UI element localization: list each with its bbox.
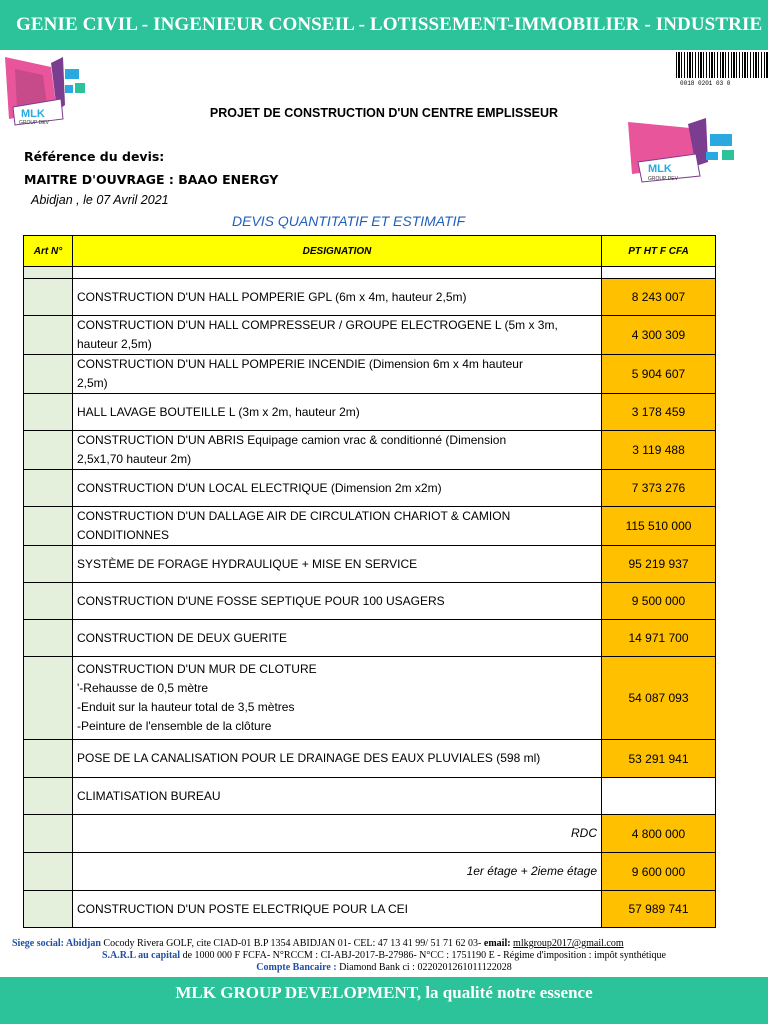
designation-cell (73, 267, 602, 279)
amount-cell: 115 510 000 (602, 507, 716, 546)
art-cell (24, 815, 73, 853)
table-row (24, 431, 716, 470)
amount-cell (602, 778, 716, 815)
designation-cell (73, 355, 602, 394)
designation-line: CONSTRUCTION D'UN HALL POMPERIE GPL (6m x 4m, hauteur 2,5m) (77, 289, 467, 304)
designation-line: CONDITIONNES (77, 528, 170, 542)
email-link[interactable]: mlkgroup2017@gmail.com (513, 938, 624, 949)
table-row (24, 355, 716, 394)
sarl-text: de 1000 000 F FCFA- N°RCCM : CI-ABJ-2017-B-27986- N°CC : 1751190 E - Régime d'imposition : impôt synthétique (180, 950, 666, 961)
siege-label: Siege social: Abidjan (12, 938, 101, 949)
designation-line: CONSTRUCTION D'UN POSTE ELECTRIQUE POUR LA CEI (77, 901, 409, 916)
designation-line: 1er étage + 2ieme étage (466, 864, 597, 878)
banner-text: GENIE CIVIL - INGENIEUR CONSEIL - LOTISSEMENT-IMMOBILIER - INDUSTRIE (16, 14, 763, 35)
designation-line: HALL LAVAGE BOUTEILLE L (3m x 2m, hauteur 2m) (77, 404, 360, 419)
amount-cell: 53 291 941 (602, 740, 716, 778)
footer-bank (0, 962, 768, 974)
table-row (24, 583, 716, 620)
designation-cell (73, 891, 602, 928)
table-row (24, 470, 716, 507)
svg-text:GROUP DEV: GROUP DEV (19, 120, 49, 126)
siege-text: Cocody Rivera GOLF, cite CIAD-01 B.P 1354 ABIDJAN 01- CEL: 47 13 41 99/ 51 71 62 03- (100, 938, 484, 949)
email-label: email: (483, 938, 514, 949)
table-row (24, 815, 716, 853)
designation-cell (73, 853, 602, 891)
designation-line: CONSTRUCTION D'UN LOCAL ELECTRIQUE (Dimension 2m x2m) (77, 480, 442, 495)
amount-cell: 9 500 000 (602, 583, 716, 620)
designation-line: CONSTRUCTION DE DEUX GUERITE (77, 630, 288, 645)
top-banner (0, 0, 768, 50)
designation-cell (73, 815, 602, 853)
designation-line: -Peinture de l'ensemble de la clôture (77, 719, 272, 733)
mlk-logo-right (626, 118, 738, 186)
table-body (24, 267, 716, 928)
table-row (24, 891, 716, 928)
designation-line: hauteur 2,5m) (77, 337, 152, 351)
amount-cell: 95 219 937 (602, 546, 716, 583)
bank-label: Compte Bancaire : (256, 962, 337, 973)
designation-line: POSE DE LA CANALISATION POUR LE DRAINAGE DES EAUX PLUVIALES (598 ml) (77, 751, 541, 765)
designation-line: CONSTRUCTION D'UN MUR DE CLOTURE (77, 662, 317, 676)
art-cell (24, 267, 73, 279)
designation-line: CONSTRUCTION D'UN HALL COMPRESSEUR / GROUPE ELECTROGENE L (5m x 3m, (77, 318, 558, 332)
art-cell (24, 891, 73, 928)
table-row (24, 853, 716, 891)
amount-cell: 3 178 459 (602, 394, 716, 431)
art-cell (24, 431, 73, 470)
header-amount: PT HT F CFA (602, 236, 716, 267)
amount-cell: 5 904 607 (602, 355, 716, 394)
art-cell (24, 316, 73, 355)
art-cell (24, 853, 73, 891)
table-row (24, 740, 716, 778)
amount-cell (602, 267, 716, 279)
designation-cell (73, 778, 602, 815)
svg-text:MLK: MLK (648, 163, 672, 175)
art-cell (24, 778, 73, 815)
table-row (24, 657, 716, 740)
amount-cell: 8 243 007 (602, 279, 716, 316)
bottom-slogan: MLK GROUP DEVELOPMENT, la qualité notre essence (175, 983, 593, 1002)
art-cell (24, 583, 73, 620)
designation-line: CONSTRUCTION D'UNE FOSSE SEPTIQUE POUR 100 USAGERS (77, 593, 445, 608)
art-cell (24, 394, 73, 431)
document-title: PROJET DE CONSTRUCTION D'UN CENTRE EMPLISSEUR (209, 106, 559, 120)
art-cell (24, 507, 73, 546)
designation-line: CONSTRUCTION D'UN HALL POMPERIE INCENDIE (Dimension 6m x 4m hauteur (77, 357, 523, 371)
art-cell (24, 657, 73, 740)
art-cell (24, 740, 73, 778)
designation-cell (73, 316, 602, 355)
barcode (676, 52, 768, 78)
table-row (24, 507, 716, 546)
svg-text:MLK: MLK (21, 108, 45, 120)
art-cell (24, 546, 73, 583)
designation-cell (73, 620, 602, 657)
table-row (24, 279, 716, 316)
sarl-label: S.A.R.L au capital (102, 950, 181, 961)
reference-label: Référence du devis: (24, 149, 165, 164)
art-cell (24, 620, 73, 657)
devis-table (23, 235, 716, 928)
designation-line: CONSTRUCTION D'UN DALLAGE AIR DE CIRCULATION CHARIOT & CAMION (77, 509, 511, 523)
document-date: Abidjan , le 07 Avril 2021 (31, 193, 169, 207)
designation-cell (73, 431, 602, 470)
table-row (24, 267, 716, 279)
designation-line: 2,5m) (77, 376, 108, 390)
table-row (24, 394, 716, 431)
designation-cell (73, 394, 602, 431)
designation-cell (73, 740, 602, 778)
header-art: Art N° (24, 236, 73, 267)
amount-cell: 9 600 000 (602, 853, 716, 891)
art-cell (24, 470, 73, 507)
designation-line: CONSTRUCTION D'UN ABRIS Equipage camion vrac & conditionné (Dimension (77, 433, 507, 447)
amount-cell: 3 119 488 (602, 431, 716, 470)
designation-cell (73, 657, 602, 740)
amount-cell: 4 300 309 (602, 316, 716, 355)
designation-line: -Enduit sur la hauteur total de 3,5 mètres (77, 700, 295, 714)
header-designation: DESIGNATION (73, 236, 602, 267)
table-row (24, 778, 716, 815)
designation-line: '-Rehausse de 0,5 mètre (77, 681, 209, 695)
designation-cell (73, 470, 602, 507)
footer-siege (12, 938, 624, 950)
bank-text: Diamond Bank ci : 0220201261011122028 (336, 962, 512, 973)
table-row (24, 546, 716, 583)
table-header-row (24, 236, 716, 267)
table-row (24, 316, 716, 355)
maitre-ouvrage: MAITRE D'OUVRAGE : BAAO ENERGY (24, 172, 279, 187)
designation-line: SYSTÈME DE FORAGE HYDRAULIQUE + MISE EN SERVICE (77, 556, 418, 571)
svg-text:GROUP DEV: GROUP DEV (648, 176, 678, 182)
amount-cell: 54 087 093 (602, 657, 716, 740)
art-cell (24, 279, 73, 316)
designation-line: RDC (571, 826, 597, 840)
amount-cell: 7 373 276 (602, 470, 716, 507)
devis-title: DEVIS QUANTITATIF ET ESTIMATIF (232, 213, 466, 229)
designation-cell (73, 507, 602, 546)
designation-cell (73, 546, 602, 583)
designation-cell (73, 583, 602, 620)
barcode-numbers: 0018 0201 03 0 (680, 80, 731, 87)
designation-line: CLIMATISATION BUREAU (77, 788, 221, 803)
bottom-banner (0, 977, 768, 1024)
table-row (24, 620, 716, 657)
designation-line: 2,5x1,70 hauteur 2m) (77, 452, 192, 466)
footer-sarl (0, 950, 768, 962)
art-cell (24, 355, 73, 394)
amount-cell: 14 971 700 (602, 620, 716, 657)
amount-cell: 57 989 741 (602, 891, 716, 928)
designation-cell (73, 279, 602, 316)
amount-cell: 4 800 000 (602, 815, 716, 853)
